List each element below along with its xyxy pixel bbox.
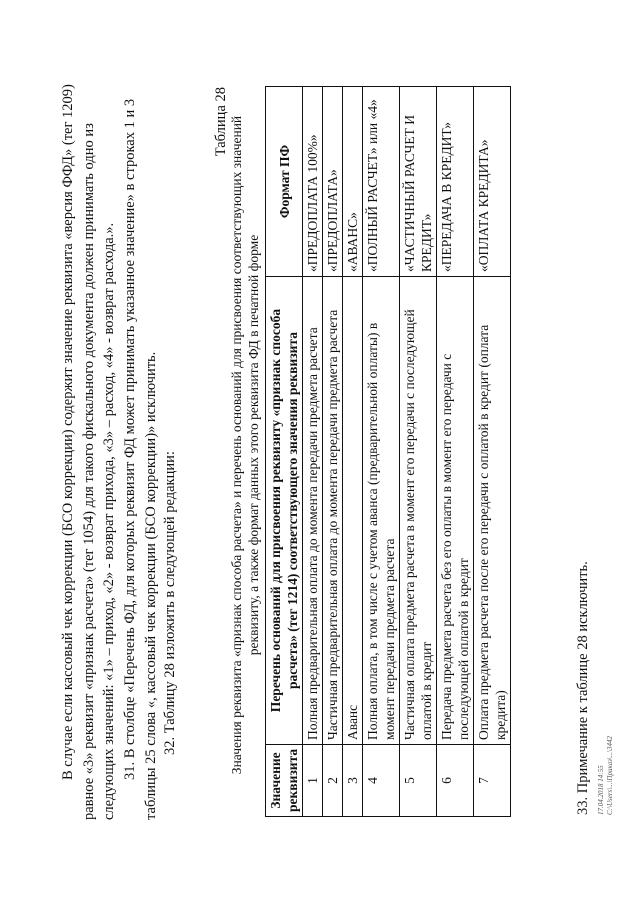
- cell-value: 6: [437, 745, 474, 817]
- cell-format: «ЧАСТИЧНЫЙ РАСЧЕТ И КРЕДИТ»: [400, 87, 437, 277]
- cell-basis: Частичная оплата предмета расчета в момент его передачи с последующей оплатой в кредит: [400, 277, 437, 745]
- table-title: Таблица 28: [213, 87, 229, 157]
- stamp-line: С:\Users\...\Приказ\...\3442: [606, 736, 614, 815]
- table-row: [400, 87, 437, 817]
- cell-value: 4: [363, 745, 400, 817]
- cell-format: «ПОЛНЫЙ РАСЧЕТ» или «4»: [363, 87, 400, 277]
- paragraph-item-31: [120, 90, 161, 820]
- text-line: таблицы 25 слова «, кассовый чек коррекции (БСО коррекции)» исключить.: [142, 351, 159, 820]
- cell-value: 7: [474, 745, 511, 817]
- table-header-row: [266, 87, 303, 817]
- print-stamp: [597, 736, 615, 815]
- cell-value: 5: [400, 745, 437, 817]
- text-line: равное «3» реквизит «признак расчета» (тег 1054) для такого фискального документа должен принимать одно из: [80, 123, 97, 820]
- caption-line: Значения реквизита «признак способа расчета» и перечень оснований для присвоения соответствующих значений: [229, 115, 244, 775]
- note-item-33: 33. Примечание к таблице 28 исключить.: [575, 561, 591, 815]
- cell-basis: Оплата предмета расчета после его передачи с оплатой в кредит (оплата кредита): [474, 277, 511, 745]
- cell-basis: Передача предмета расчета без его оплаты в момент его передачи с последующей оплатой в кредит: [437, 277, 474, 745]
- cell-format: «ПРЕДОПЛАТА 100%»: [303, 87, 323, 277]
- table-caption: [228, 75, 262, 815]
- table-28: [265, 86, 511, 817]
- table-row: [363, 87, 400, 817]
- header-value: Значение реквизита: [266, 745, 303, 817]
- caption-line: реквизиту, а также формат данных этого реквизита ФД в печатной форме: [246, 234, 261, 656]
- stamp-line: 17.04.2018 14:55: [597, 765, 605, 815]
- text-line: В случае если кассовый чек коррекции (БСО коррекции) содержит значение реквизита «версия ФФД» (тег 1209): [60, 84, 76, 780]
- paragraph-correction-check: [58, 84, 120, 820]
- cell-format: «АВАНС»: [343, 87, 363, 277]
- header-basis: Перечень оснований для присвоения реквизиту «признак способа расчета» (тег 1214) соответствующего значения реквизита: [266, 277, 303, 745]
- paragraph-item-32: 32. Таблицу 28 изложить в следующей редакции:: [162, 451, 178, 755]
- table-row: [437, 87, 474, 817]
- table-row: [303, 87, 323, 817]
- cell-format: «ОПЛАТА КРЕДИТА»: [474, 87, 511, 277]
- cell-value: 1: [303, 745, 323, 817]
- text-line: 31. В столбце «Перечень ФД, для которых реквизит ФД может принимать указанное значение» в строках 1 и 3: [122, 98, 138, 780]
- table-row: [323, 87, 343, 817]
- cell-value: 3: [343, 745, 363, 817]
- text-line: следующих значений: «1» – приход, «2» - возврат прихода, «3» – расход, «4» - возврат расхода.».: [101, 222, 117, 820]
- cell-format: «ПРЕДОПЛАТА»: [323, 87, 343, 277]
- header-format: Формат ПФ: [266, 87, 303, 277]
- cell-basis: Аванс: [343, 277, 363, 745]
- table-row: [343, 87, 363, 817]
- cell-format: «ПЕРЕДАЧА В КРЕДИТ»: [437, 87, 474, 277]
- cell-basis: Частичная предварительная оплата до момента передачи предмета расчета: [323, 277, 343, 745]
- table-row: [474, 87, 511, 817]
- cell-basis: Полная оплата, в том числе с учетом аванса (предварительной оплаты) в момент передачи предмета расчета: [363, 277, 400, 745]
- cell-value: 2: [323, 745, 343, 817]
- cell-basis: Полная предварительная оплата до момента передачи предмета расчета: [303, 277, 323, 745]
